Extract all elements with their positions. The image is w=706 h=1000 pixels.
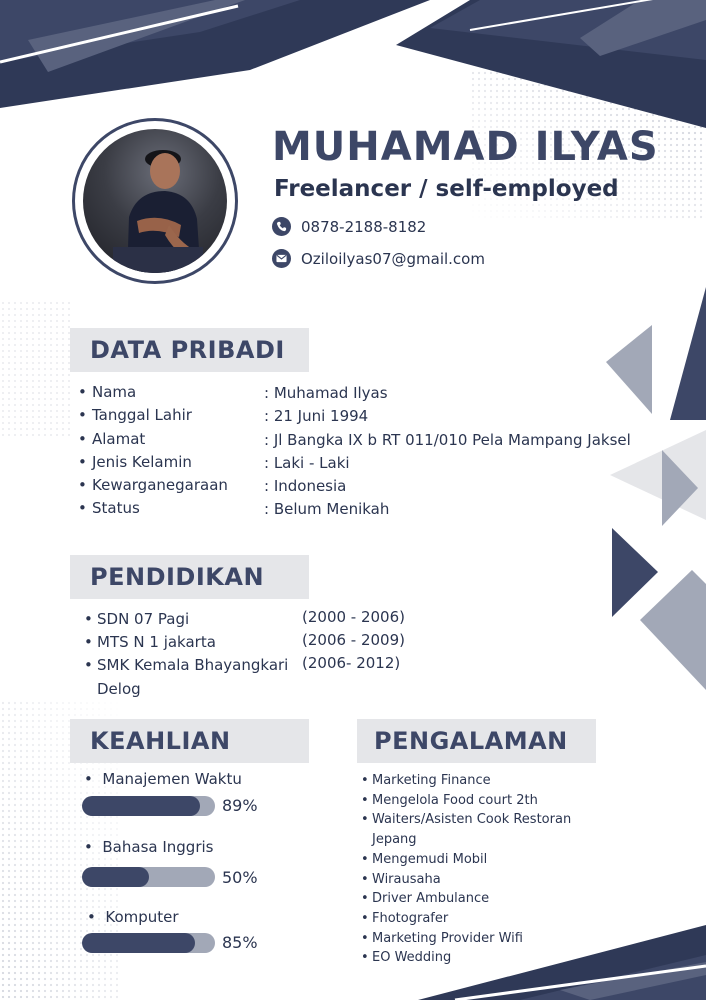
person-silhouette xyxy=(83,129,227,273)
school-years: (2000 - 2006) xyxy=(302,608,406,626)
school-name-continued: Delog xyxy=(97,680,141,698)
school-name: SDN 07 Pagi xyxy=(97,610,190,628)
field-value: : Indonesia xyxy=(264,477,347,496)
email-contact xyxy=(272,249,485,268)
list-item: • Marketing Finance xyxy=(361,771,571,791)
skill-name: Manajemen Waktu xyxy=(102,770,242,788)
skill-percent: 50% xyxy=(222,868,258,887)
list-item: • EO Wedding xyxy=(361,948,571,968)
skill-name: Bahasa Inggris xyxy=(102,838,214,856)
skill-bar xyxy=(82,796,215,816)
field-value: : Belum Menikah xyxy=(264,500,390,519)
school-name: SMK Kemala Bhayangkari xyxy=(97,656,289,674)
list-item: • Marketing Provider Wifi xyxy=(361,929,571,949)
phone-contact xyxy=(272,217,426,236)
skill-bar-fill xyxy=(82,933,195,953)
email-address: Oziloilyas07@gmail.com xyxy=(301,249,485,268)
skill-bar xyxy=(82,933,215,953)
profile-photo-frame xyxy=(72,118,238,284)
section-title-pengalaman: PENGALAMAN xyxy=(357,719,596,763)
school-name: MTS N 1 jakarta xyxy=(97,633,216,651)
phone-number: 0878-2188-8182 xyxy=(301,217,427,236)
field-label: Status xyxy=(92,499,140,518)
phone-icon xyxy=(272,217,291,236)
school-years: (2006 - 2009) xyxy=(302,631,406,649)
skill-bar-fill xyxy=(82,796,200,816)
section-title-pendidikan: PENDIDIKAN xyxy=(70,555,309,599)
skill-bar xyxy=(82,867,215,887)
mail-icon xyxy=(272,249,291,268)
experience-list xyxy=(361,771,571,968)
field-label: Kewarganegaraan xyxy=(92,476,228,495)
person-name: MUHAMAD ILYAS xyxy=(272,124,659,170)
field-label: Tanggal Lahir xyxy=(92,406,192,425)
list-item: • Wirausaha xyxy=(361,870,571,890)
school-years: (2006- 2012) xyxy=(302,654,401,672)
skill-item-manajemen-waktu: • Manajemen Waktu xyxy=(84,770,242,788)
skill-bar-fill xyxy=(82,867,149,887)
list-item: • Mengemudi Mobil xyxy=(361,850,571,870)
skill-percent: 85% xyxy=(222,933,258,952)
list-item: • Waiters/Asisten Cook Restoran xyxy=(361,810,571,830)
list-item-continued: Jepang xyxy=(372,832,417,848)
field-value: : Muhamad Ilyas xyxy=(264,384,388,402)
job-title: Freelancer / self-employed xyxy=(274,176,619,202)
field-label: Alamat xyxy=(92,429,146,448)
list-item: • Driver Ambulance xyxy=(361,889,571,909)
list-item: • Fhotografer xyxy=(361,909,571,929)
field-value: : 21 Juni 1994 xyxy=(264,407,369,426)
list-item: • Mengelola Food court 2th xyxy=(361,791,571,811)
section-title-keahlian: KEAHLIAN xyxy=(70,719,309,763)
skill-item-bahasa-inggris: • Bahasa Inggris xyxy=(84,838,214,856)
skill-item-komputer: • Komputer xyxy=(87,908,179,926)
field-value: : Laki - Laki xyxy=(264,453,350,472)
resume-page: MUHAMAD ILYAS Freelancer / self-employed 0878-2188-8182 Oziloilyas07@gmail.com DATA PRIBADI • Nama : Muhamad Ilyas • Tanggal Lahir : 21 Juni 1994 • Alamat : Jl Bangka IX b RT 011/010 Pela Mampang Jaksel • Jenis Kelamin : Laki - Laki • Kewarganegaraan : Indonesia • Status : Belum Menikah PENDIDIKAN • SDN 07 Pagi (2000 - 2006) • MTS N 1 jakarta (2006 - 2009) • SMK Kemala Bhayangkari Delog (2006- 2012) KEAHLIAN • Manajemen Waktu 89% • Bahasa Inggris 50% • Komputer 85% PENGALAMAN • Marketing Finance • Mengelola Food court 2th • Waiters/Asisten Cook Restoran Jepang • Mengemudi Mobil • Wirausaha • Driver Ambulance • Fhotografer • Marketing Provider Wifi • EO Wedding xyxy=(0,0,706,1000)
field-label: Nama xyxy=(92,383,137,401)
skill-percent: 89% xyxy=(222,796,258,815)
field-value: : Jl Bangka IX b RT 011/010 Pela Mampang Jaksel xyxy=(264,430,631,449)
field-label: Jenis Kelamin xyxy=(92,452,192,471)
skill-name: Komputer xyxy=(105,908,179,926)
profile-photo xyxy=(83,129,227,273)
section-title-data-pribadi: DATA PRIBADI xyxy=(70,328,309,372)
